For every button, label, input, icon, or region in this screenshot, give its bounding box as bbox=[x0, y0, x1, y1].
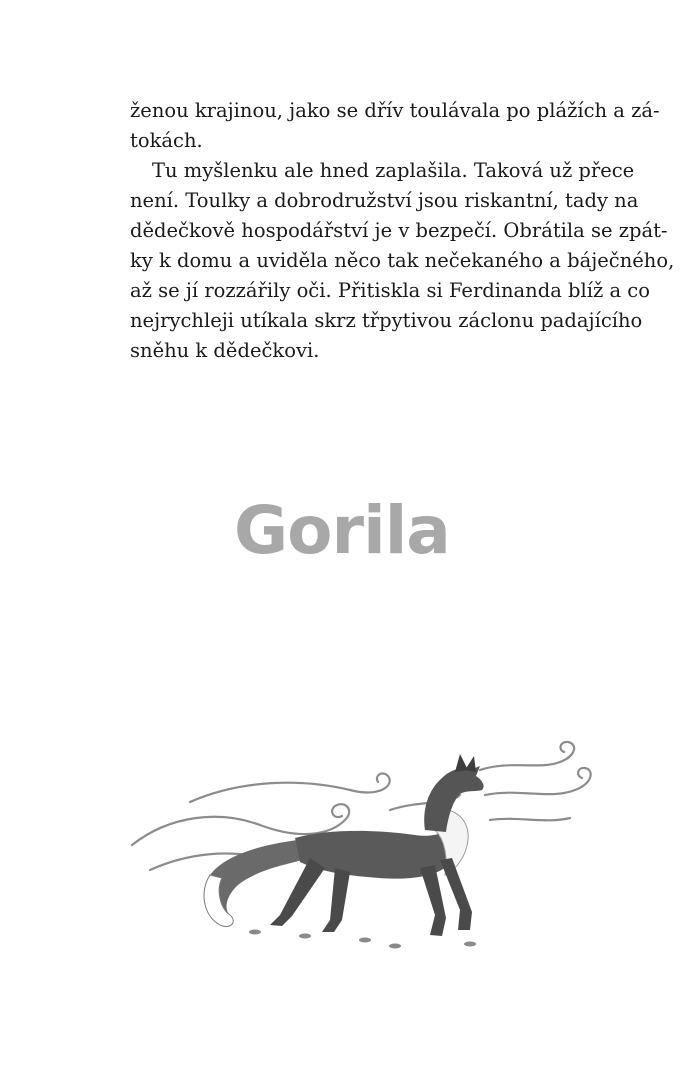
text-line: nejrychleji utíkala skrz třpytivou záclonu padajícího bbox=[130, 309, 643, 332]
text-line: Tu myšlenku ale hned zaplašila. Taková už přece bbox=[152, 159, 635, 182]
text-line: ženou krajinou, jako se dřív toulávala po plážích a zá- bbox=[130, 99, 660, 122]
text-line: sněhu k dědečkovi. bbox=[130, 339, 320, 362]
fox-illustration bbox=[130, 740, 600, 960]
text-line: až se jí rozzářily oči. Přitiskla si Ferdinanda blíž a co bbox=[130, 279, 650, 302]
gorila-watermark: Gorila bbox=[234, 492, 450, 569]
text-line: dědečkově hospodářství je v bezpečí. Obrátila se zpát- bbox=[130, 219, 668, 242]
text-line: ky k domu a uviděla něco tak nečekaného a báječného, bbox=[130, 249, 675, 272]
body-text bbox=[130, 96, 675, 366]
text-line: není. Toulky a dobrodružství jsou riskantní, tady na bbox=[130, 189, 639, 212]
text-line: tokách. bbox=[130, 129, 203, 152]
fox-figure bbox=[204, 754, 484, 949]
